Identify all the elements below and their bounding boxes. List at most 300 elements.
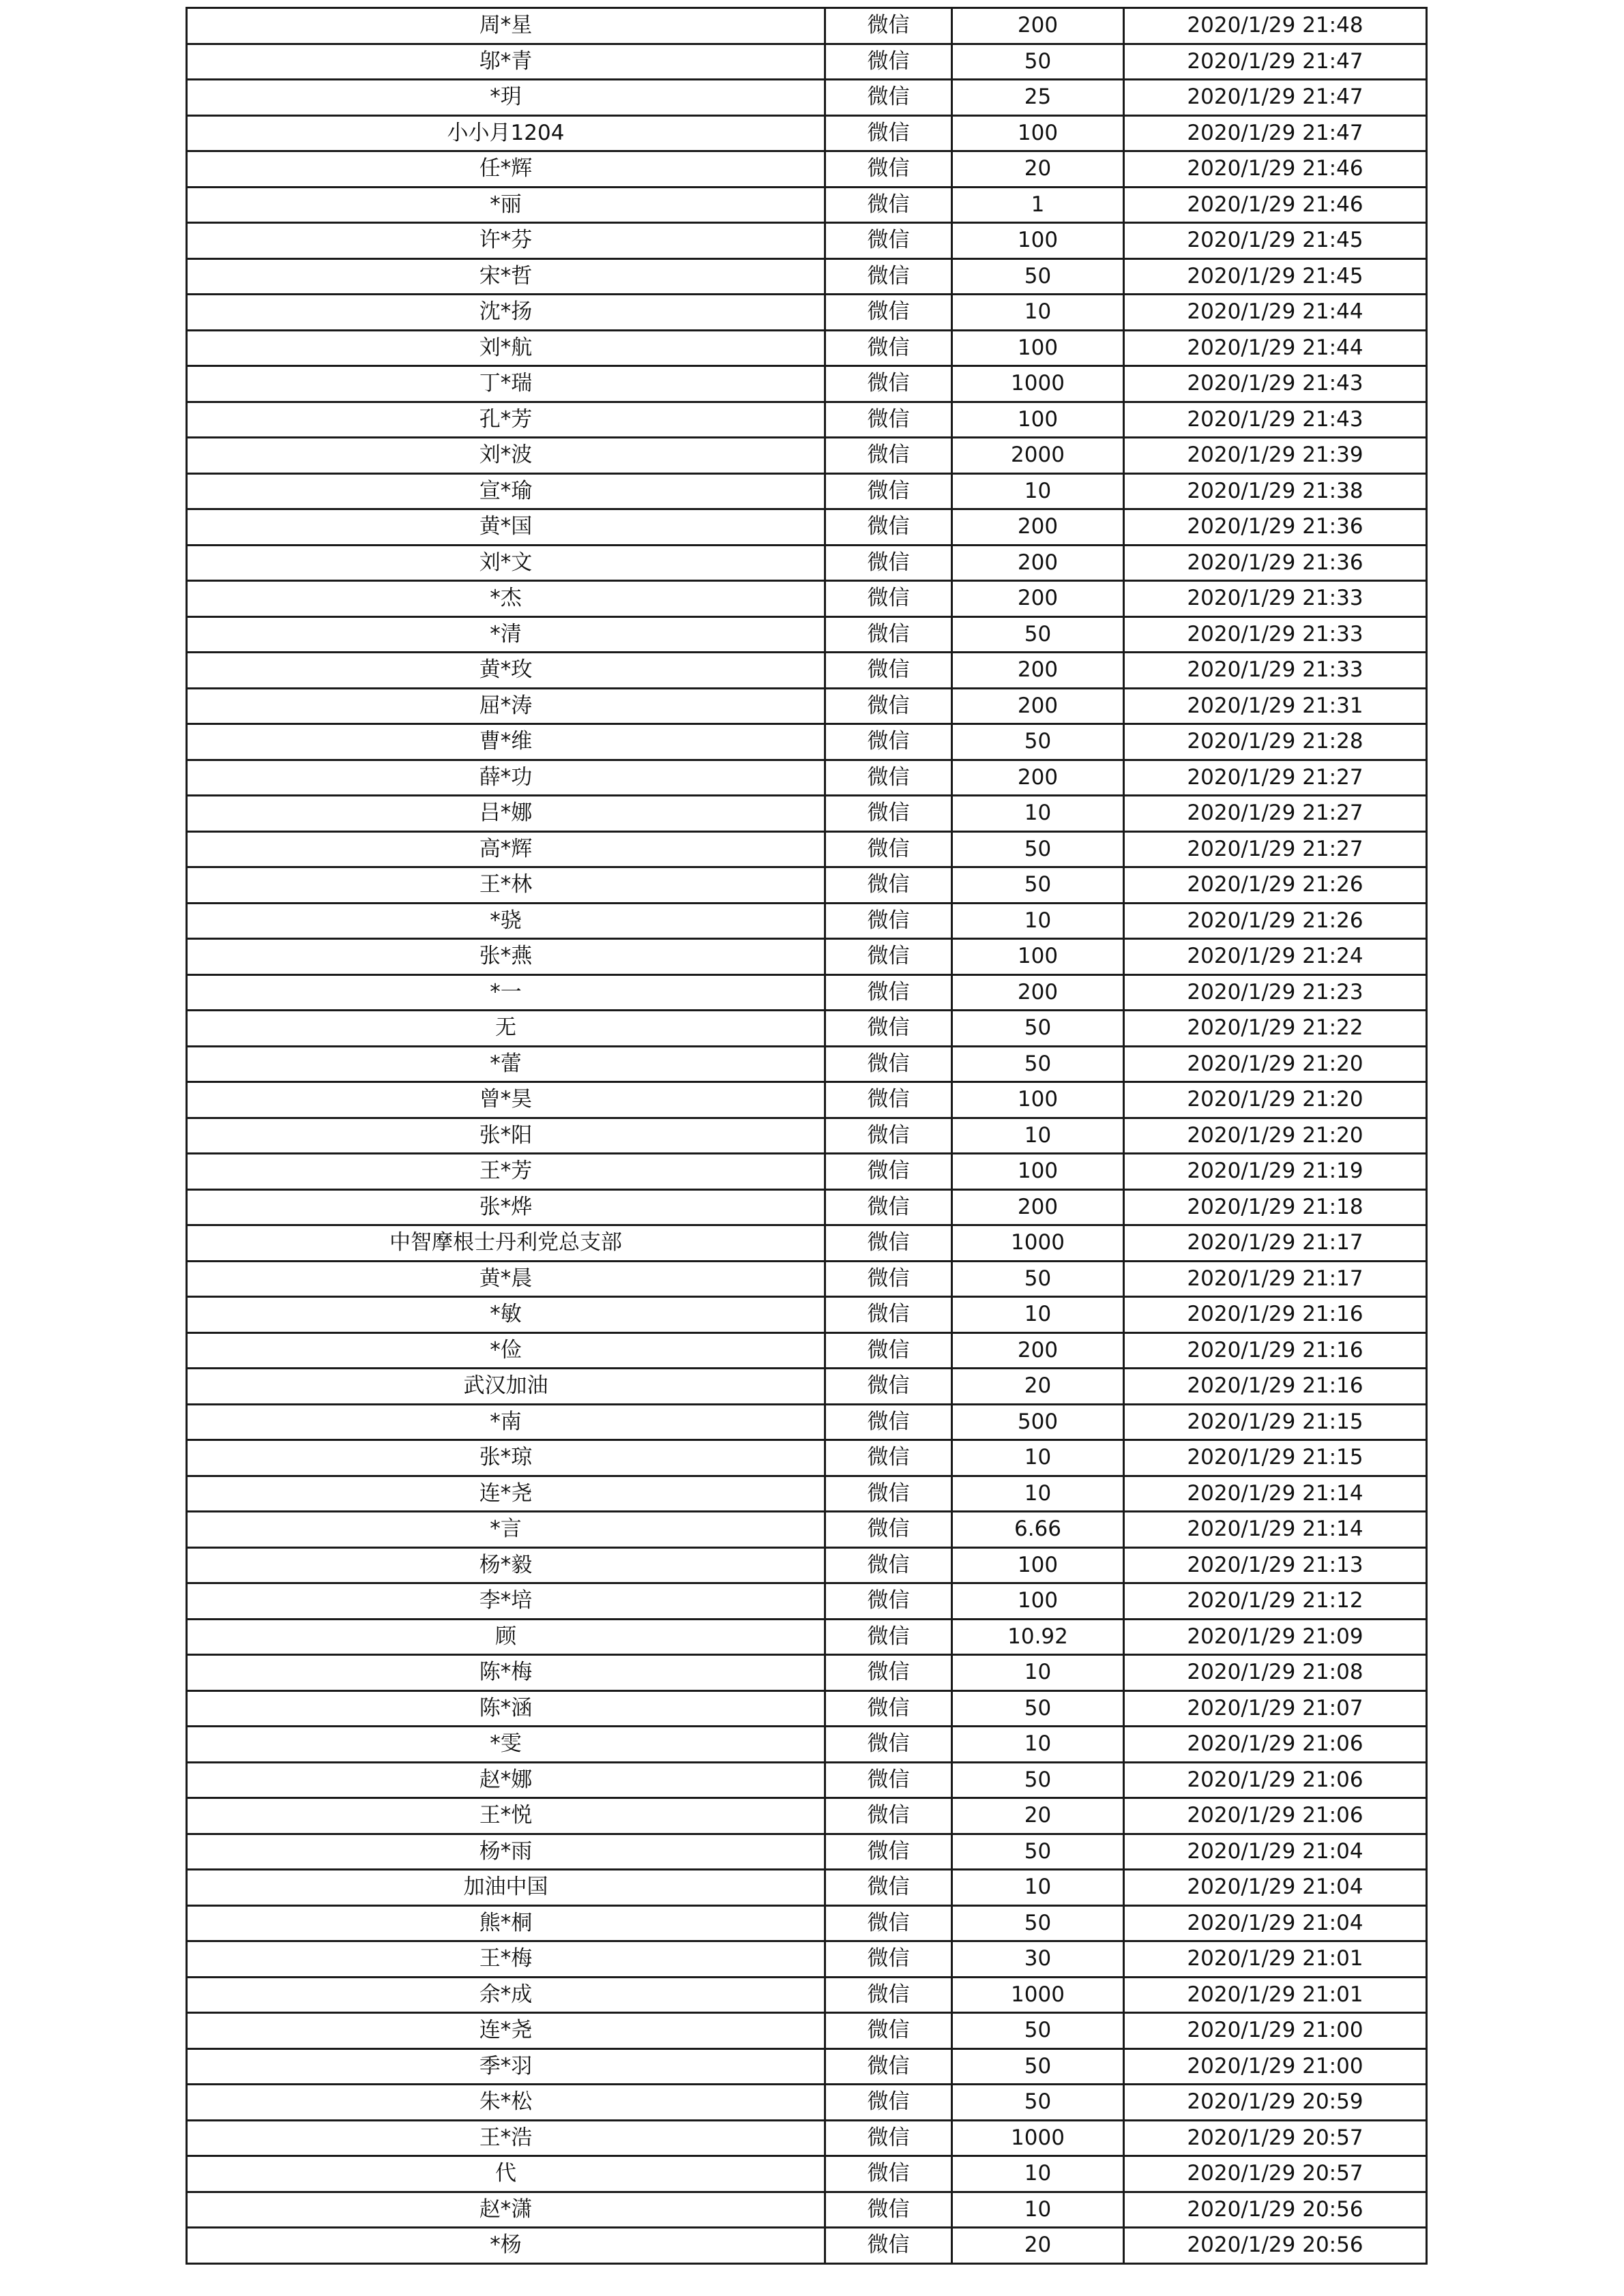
timestamp-cell: 2020/1/29 21:16 [1124,1332,1427,1369]
payment-method-cell: 微信 [825,1046,952,1082]
timestamp-cell: 2020/1/29 20:56 [1124,2192,1427,2228]
table-row [187,1332,1427,1369]
donor-name-cell: 黄*晨 [187,1261,825,1297]
timestamp-cell: 2020/1/29 21:22 [1124,1011,1427,1047]
payment-method-cell: 微信 [825,1369,952,1405]
amount-cell: 1000 [952,1225,1124,1262]
payment-method-cell: 微信 [825,1189,952,1225]
timestamp-cell: 2020/1/29 21:46 [1124,151,1427,188]
donor-name-cell: 顾 [187,1619,825,1655]
table-row [187,438,1427,474]
payment-method-cell: 微信 [825,867,952,904]
table-row [187,2013,1427,2049]
timestamp-cell: 2020/1/29 21:36 [1124,545,1427,581]
table-row [187,295,1427,331]
timestamp-cell: 2020/1/29 21:47 [1124,115,1427,151]
table-row [187,1440,1427,1476]
amount-cell: 200 [952,8,1124,44]
timestamp-cell: 2020/1/29 21:04 [1124,1834,1427,1870]
amount-cell: 50 [952,616,1124,653]
amount-cell: 25 [952,80,1124,116]
amount-cell: 20 [952,151,1124,188]
donor-name-cell: 王*林 [187,867,825,904]
table-row [187,1046,1427,1082]
payment-method-cell: 微信 [825,151,952,188]
timestamp-cell: 2020/1/29 21:36 [1124,509,1427,546]
donor-name-cell: 陈*涵 [187,1690,825,1727]
amount-cell: 10 [952,1440,1124,1476]
amount-cell: 200 [952,545,1124,581]
amount-cell: 1000 [952,2120,1124,2156]
amount-cell: 20 [952,1798,1124,1834]
amount-cell: 10 [952,295,1124,331]
payment-method-cell: 微信 [825,2085,952,2121]
table-row [187,545,1427,581]
timestamp-cell: 2020/1/29 21:14 [1124,1476,1427,1512]
payment-method-cell: 微信 [825,939,952,975]
donor-name-cell: *杨 [187,2228,825,2264]
timestamp-cell: 2020/1/29 21:24 [1124,939,1427,975]
table-row [187,903,1427,939]
amount-cell: 100 [952,223,1124,259]
donor-name-cell: *蕾 [187,1046,825,1082]
timestamp-cell: 2020/1/29 21:01 [1124,1977,1427,2013]
amount-cell: 10 [952,1476,1124,1512]
donor-name-cell: *敏 [187,1297,825,1333]
table-row [187,1619,1427,1655]
amount-cell: 200 [952,760,1124,796]
payment-method-cell: 微信 [825,473,952,509]
amount-cell: 10 [952,1655,1124,1691]
payment-method-cell: 微信 [825,1011,952,1047]
table-row [187,402,1427,438]
donor-name-cell: 孔*芳 [187,402,825,438]
timestamp-cell: 2020/1/29 21:06 [1124,1798,1427,1834]
table-row [187,1583,1427,1620]
payment-method-cell: 微信 [825,1619,952,1655]
donor-name-cell: *骁 [187,903,825,939]
table-row [187,2156,1427,2192]
timestamp-cell: 2020/1/29 21:33 [1124,616,1427,653]
amount-cell: 50 [952,1046,1124,1082]
table-row [187,1189,1427,1225]
donor-name-cell: 连*尧 [187,1476,825,1512]
timestamp-cell: 2020/1/29 21:09 [1124,1619,1427,1655]
donor-name-cell: 薛*功 [187,760,825,796]
timestamp-cell: 2020/1/29 21:33 [1124,581,1427,617]
payment-method-cell: 微信 [825,974,952,1011]
table-row [187,1225,1427,1262]
timestamp-cell: 2020/1/29 21:33 [1124,653,1427,689]
timestamp-cell: 2020/1/29 21:00 [1124,2013,1427,2049]
donor-name-cell: 丁*瑞 [187,366,825,402]
payment-method-cell: 微信 [825,724,952,760]
payment-method-cell: 微信 [825,402,952,438]
donor-name-cell: 赵*娜 [187,1762,825,1798]
donor-name-cell: 加油中国 [187,1870,825,1906]
amount-cell: 100 [952,115,1124,151]
payment-method-cell: 微信 [825,366,952,402]
amount-cell: 10 [952,1870,1124,1906]
donor-name-cell: *玥 [187,80,825,116]
amount-cell: 200 [952,509,1124,546]
payment-method-cell: 微信 [825,1332,952,1369]
payment-method-cell: 微信 [825,1941,952,1978]
donor-name-cell: 黄*国 [187,509,825,546]
amount-cell: 30 [952,1941,1124,1978]
table-row [187,1369,1427,1405]
donor-name-cell: *言 [187,1512,825,1548]
payment-method-cell: 微信 [825,187,952,223]
timestamp-cell: 2020/1/29 21:14 [1124,1512,1427,1548]
table-row [187,1762,1427,1798]
payment-method-cell: 微信 [825,796,952,832]
amount-cell: 50 [952,1905,1124,1941]
donor-name-cell: 沈*扬 [187,295,825,331]
timestamp-cell: 2020/1/29 21:15 [1124,1404,1427,1440]
payment-method-cell: 微信 [825,1690,952,1727]
payment-method-cell: 微信 [825,2048,952,2085]
donor-name-cell: 张*琼 [187,1440,825,1476]
table-row [187,1798,1427,1834]
payment-method-cell: 微信 [825,1512,952,1548]
table-row [187,2228,1427,2264]
timestamp-cell: 2020/1/29 21:47 [1124,80,1427,116]
table-row [187,1512,1427,1548]
table-row [187,1547,1427,1583]
timestamp-cell: 2020/1/29 21:27 [1124,796,1427,832]
payment-method-cell: 微信 [825,1870,952,1906]
donor-name-cell: 刘*航 [187,330,825,366]
payment-method-cell: 微信 [825,1297,952,1333]
donor-name-cell: 王*悦 [187,1798,825,1834]
donor-name-cell: 武汉加油 [187,1369,825,1405]
amount-cell: 200 [952,688,1124,724]
timestamp-cell: 2020/1/29 21:28 [1124,724,1427,760]
table-row [187,2192,1427,2228]
amount-cell: 200 [952,974,1124,1011]
payment-method-cell: 微信 [825,1583,952,1620]
table-row [187,366,1427,402]
table-row [187,760,1427,796]
donor-name-cell: 陈*梅 [187,1655,825,1691]
donor-name-cell: 朱*松 [187,2085,825,2121]
table-row [187,2085,1427,2121]
timestamp-cell: 2020/1/29 21:43 [1124,402,1427,438]
donation-table [186,7,1428,2265]
donor-name-cell: 宣*瑜 [187,473,825,509]
timestamp-cell: 2020/1/29 21:47 [1124,44,1427,80]
donor-name-cell: 邬*青 [187,44,825,80]
payment-method-cell: 微信 [825,653,952,689]
timestamp-cell: 2020/1/29 21:20 [1124,1082,1427,1118]
table-row [187,1261,1427,1297]
donor-name-cell: 吕*娜 [187,796,825,832]
donor-name-cell: 李*培 [187,1583,825,1620]
payment-method-cell: 微信 [825,616,952,653]
donor-name-cell: 中智摩根士丹利党总支部 [187,1225,825,1262]
donor-name-cell: 宋*哲 [187,258,825,295]
timestamp-cell: 2020/1/29 21:39 [1124,438,1427,474]
timestamp-cell: 2020/1/29 21:23 [1124,974,1427,1011]
amount-cell: 500 [952,1404,1124,1440]
donor-name-cell: *一 [187,974,825,1011]
payment-method-cell: 微信 [825,223,952,259]
amount-cell: 10 [952,1727,1124,1763]
table-row [187,1870,1427,1906]
payment-method-cell: 微信 [825,2156,952,2192]
donor-name-cell: 屈*涛 [187,688,825,724]
table-row [187,2120,1427,2156]
amount-cell: 20 [952,2228,1124,2264]
table-row [187,1905,1427,1941]
payment-method-cell: 微信 [825,545,952,581]
timestamp-cell: 2020/1/29 21:04 [1124,1905,1427,1941]
amount-cell: 1000 [952,1977,1124,2013]
amount-cell: 20 [952,1369,1124,1405]
table-row [187,80,1427,116]
table-row [187,8,1427,44]
donor-name-cell: 曾*昊 [187,1082,825,1118]
timestamp-cell: 2020/1/29 21:48 [1124,8,1427,44]
amount-cell: 200 [952,1189,1124,1225]
table-row [187,1297,1427,1333]
table-row [187,1154,1427,1190]
timestamp-cell: 2020/1/29 21:27 [1124,831,1427,867]
payment-method-cell: 微信 [825,1762,952,1798]
amount-cell: 200 [952,1332,1124,1369]
amount-cell: 1 [952,187,1124,223]
donor-name-cell: 杨*毅 [187,1547,825,1583]
payment-method-cell: 微信 [825,295,952,331]
amount-cell: 50 [952,2048,1124,2085]
amount-cell: 10 [952,1118,1124,1154]
table-row [187,653,1427,689]
table-row [187,473,1427,509]
payment-method-cell: 微信 [825,1476,952,1512]
table-row [187,2048,1427,2085]
payment-method-cell: 微信 [825,258,952,295]
payment-method-cell: 微信 [825,1082,952,1118]
table-row [187,1082,1427,1118]
table-row [187,44,1427,80]
timestamp-cell: 2020/1/29 21:19 [1124,1154,1427,1190]
payment-method-cell: 微信 [825,1404,952,1440]
donor-name-cell: 王*芳 [187,1154,825,1190]
timestamp-cell: 2020/1/29 21:07 [1124,1690,1427,1727]
payment-method-cell: 微信 [825,1977,952,2013]
timestamp-cell: 2020/1/29 21:01 [1124,1941,1427,1978]
timestamp-cell: 2020/1/29 21:16 [1124,1297,1427,1333]
donor-name-cell: *清 [187,616,825,653]
donor-name-cell: 余*成 [187,1977,825,2013]
donor-name-cell: 高*辉 [187,831,825,867]
amount-cell: 10.92 [952,1619,1124,1655]
table-row [187,509,1427,546]
timestamp-cell: 2020/1/29 21:44 [1124,295,1427,331]
table-row [187,1834,1427,1870]
timestamp-cell: 2020/1/29 21:26 [1124,903,1427,939]
timestamp-cell: 2020/1/29 21:06 [1124,1727,1427,1763]
donor-name-cell: *丽 [187,187,825,223]
amount-cell: 200 [952,581,1124,617]
donor-name-cell: 王*梅 [187,1941,825,1978]
table-row [187,831,1427,867]
payment-method-cell: 微信 [825,1798,952,1834]
donor-name-cell: 任*辉 [187,151,825,188]
payment-method-cell: 微信 [825,581,952,617]
timestamp-cell: 2020/1/29 21:20 [1124,1118,1427,1154]
amount-cell: 100 [952,1082,1124,1118]
amount-cell: 100 [952,402,1124,438]
payment-method-cell: 微信 [825,44,952,80]
table-row [187,581,1427,617]
timestamp-cell: 2020/1/29 21:44 [1124,330,1427,366]
payment-method-cell: 微信 [825,1834,952,1870]
donor-name-cell: 黄*玫 [187,653,825,689]
amount-cell: 50 [952,1762,1124,1798]
payment-method-cell: 微信 [825,1440,952,1476]
timestamp-cell: 2020/1/29 21:17 [1124,1261,1427,1297]
donor-name-cell: 季*羽 [187,2048,825,2085]
table-row [187,258,1427,295]
donor-name-cell: 小小月1204 [187,115,825,151]
amount-cell: 50 [952,1011,1124,1047]
payment-method-cell: 微信 [825,688,952,724]
timestamp-cell: 2020/1/29 21:08 [1124,1655,1427,1691]
timestamp-cell: 2020/1/29 21:18 [1124,1189,1427,1225]
table-row [187,1977,1427,2013]
timestamp-cell: 2020/1/29 21:31 [1124,688,1427,724]
amount-cell: 1000 [952,366,1124,402]
table-row [187,724,1427,760]
table-row [187,223,1427,259]
timestamp-cell: 2020/1/29 20:56 [1124,2228,1427,2264]
payment-method-cell: 微信 [825,438,952,474]
payment-method-cell: 微信 [825,1905,952,1941]
timestamp-cell: 2020/1/29 21:16 [1124,1369,1427,1405]
table-row [187,796,1427,832]
donor-name-cell: 张*阳 [187,1118,825,1154]
timestamp-cell: 2020/1/29 21:06 [1124,1762,1427,1798]
donor-name-cell: 连*尧 [187,2013,825,2049]
table-row [187,1727,1427,1763]
amount-cell: 50 [952,1261,1124,1297]
table-row [187,330,1427,366]
table-row [187,1404,1427,1440]
timestamp-cell: 2020/1/29 21:13 [1124,1547,1427,1583]
donor-name-cell: *南 [187,1404,825,1440]
timestamp-cell: 2020/1/29 21:20 [1124,1046,1427,1082]
payment-method-cell: 微信 [825,760,952,796]
donor-name-cell: 代 [187,2156,825,2192]
amount-cell: 10 [952,2192,1124,2228]
timestamp-cell: 2020/1/29 20:59 [1124,2085,1427,2121]
table-row [187,1941,1427,1978]
payment-method-cell: 微信 [825,80,952,116]
table-row [187,688,1427,724]
timestamp-cell: 2020/1/29 21:43 [1124,366,1427,402]
timestamp-cell: 2020/1/29 21:46 [1124,187,1427,223]
amount-cell: 50 [952,1834,1124,1870]
payment-method-cell: 微信 [825,903,952,939]
table-row [187,939,1427,975]
table-row [187,1011,1427,1047]
amount-cell: 6.66 [952,1512,1124,1548]
table-row [187,1655,1427,1691]
timestamp-cell: 2020/1/29 21:27 [1124,760,1427,796]
amount-cell: 10 [952,1297,1124,1333]
payment-method-cell: 微信 [825,2120,952,2156]
table-row [187,974,1427,1011]
payment-method-cell: 微信 [825,1118,952,1154]
donor-name-cell: 王*浩 [187,2120,825,2156]
amount-cell: 100 [952,939,1124,975]
table-row [187,867,1427,904]
timestamp-cell: 2020/1/29 21:17 [1124,1225,1427,1262]
donor-name-cell: 曹*维 [187,724,825,760]
timestamp-cell: 2020/1/29 21:12 [1124,1583,1427,1620]
donor-name-cell: 刘*波 [187,438,825,474]
donor-name-cell: *杰 [187,581,825,617]
amount-cell: 10 [952,473,1124,509]
donor-name-cell: 杨*雨 [187,1834,825,1870]
timestamp-cell: 2020/1/29 20:57 [1124,2156,1427,2192]
timestamp-cell: 2020/1/29 21:04 [1124,1870,1427,1906]
amount-cell: 200 [952,653,1124,689]
table-row [187,151,1427,188]
amount-cell: 100 [952,1154,1124,1190]
amount-cell: 50 [952,1690,1124,1727]
donor-name-cell: 刘*文 [187,545,825,581]
table-row [187,187,1427,223]
payment-method-cell: 微信 [825,2192,952,2228]
donor-name-cell: 赵*潇 [187,2192,825,2228]
timestamp-cell: 2020/1/29 21:38 [1124,473,1427,509]
amount-cell: 100 [952,330,1124,366]
donation-table-body [187,8,1427,2264]
payment-method-cell: 微信 [825,509,952,546]
donor-name-cell: *俭 [187,1332,825,1369]
table-row [187,1690,1427,1727]
amount-cell: 50 [952,44,1124,80]
donor-name-cell: 张*燕 [187,939,825,975]
amount-cell: 50 [952,867,1124,904]
amount-cell: 50 [952,2013,1124,2049]
payment-method-cell: 微信 [825,831,952,867]
amount-cell: 50 [952,724,1124,760]
table-row [187,616,1427,653]
payment-method-cell: 微信 [825,1225,952,1262]
timestamp-cell: 2020/1/29 21:15 [1124,1440,1427,1476]
payment-method-cell: 微信 [825,330,952,366]
payment-method-cell: 微信 [825,8,952,44]
payment-method-cell: 微信 [825,1655,952,1691]
amount-cell: 10 [952,903,1124,939]
donor-name-cell: *雯 [187,1727,825,1763]
amount-cell: 10 [952,2156,1124,2192]
amount-cell: 100 [952,1547,1124,1583]
amount-cell: 100 [952,1583,1124,1620]
payment-method-cell: 微信 [825,115,952,151]
amount-cell: 50 [952,831,1124,867]
payment-method-cell: 微信 [825,1727,952,1763]
table-row [187,1118,1427,1154]
amount-cell: 2000 [952,438,1124,474]
donor-name-cell: 周*星 [187,8,825,44]
payment-method-cell: 微信 [825,1154,952,1190]
timestamp-cell: 2020/1/29 21:26 [1124,867,1427,904]
